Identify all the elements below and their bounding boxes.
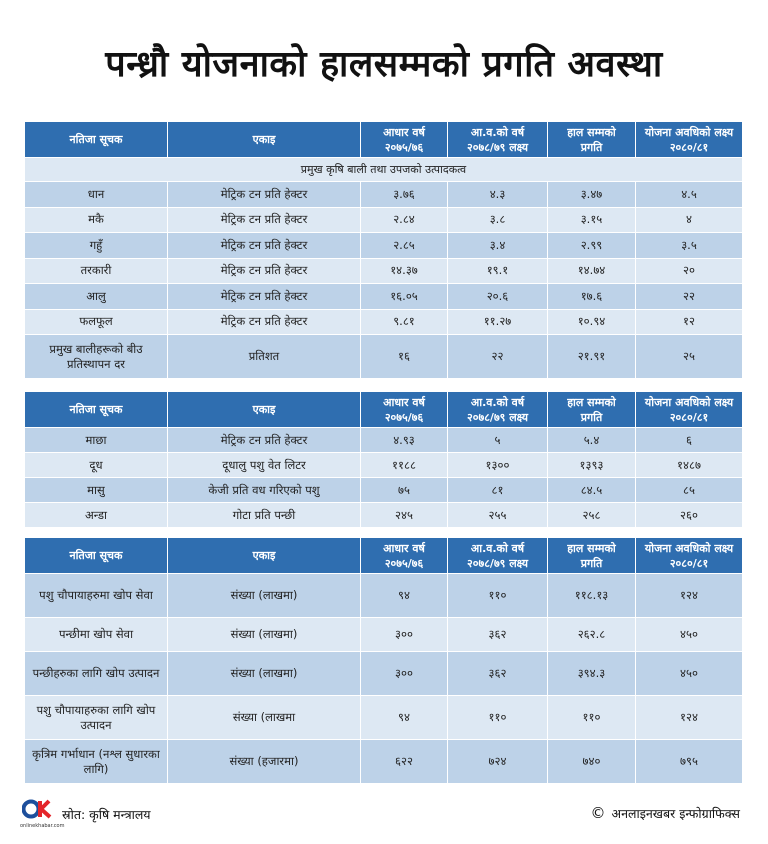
cell-base: ९४ [361, 696, 448, 740]
table-row [25, 618, 743, 652]
cell-plan-target: १२ [636, 309, 743, 335]
cell-base: ४.९३ [361, 428, 448, 453]
cell-unit: संख्या (लाखमा) [168, 618, 361, 652]
cell-indicator: मासु [25, 478, 168, 503]
header-base-year: आधार वर्ष २०७५/७६ [361, 122, 448, 158]
cell-plan-target: ४ [636, 207, 743, 233]
cell-indicator: पशु चौपायाहरुमा खोप सेवा [25, 574, 168, 618]
cell-plan-target: ७९५ [636, 740, 743, 784]
header-indicator: नतिजा सूचक [25, 122, 168, 158]
cell-base: १४.३७ [361, 258, 448, 284]
table-row [25, 696, 743, 740]
cell-fy-target: १९.१ [448, 258, 548, 284]
cell-plan-target: ४५० [636, 618, 743, 652]
table-header [25, 538, 743, 574]
cell-unit: मेट्रिक टन प्रति हेक्टर [168, 428, 361, 453]
header-fy-target: आ.व.को वर्ष २०७८/७९ लक्ष्य [448, 392, 548, 428]
table-row [25, 207, 743, 233]
header-unit: एकाइ [168, 538, 361, 574]
cell-progress: २.९९ [548, 233, 636, 259]
cell-progress: ११८.१३ [548, 574, 636, 618]
cell-base: ३०० [361, 652, 448, 696]
cell-fy-target: ३६२ [448, 618, 548, 652]
table-row [25, 503, 743, 528]
cell-progress: २५८ [548, 503, 636, 528]
header-indicator: नतिजा सूचक [25, 392, 168, 428]
cell-indicator: पन्छीमा खोप सेवा [25, 618, 168, 652]
cell-indicator: गहुँ [25, 233, 168, 259]
crop-productivity-table [24, 121, 743, 379]
cell-fy-target: ४.३ [448, 182, 548, 208]
cell-indicator: पन्छीहरुका लागि खोप उत्पादन [25, 652, 168, 696]
cell-indicator: मकै [25, 207, 168, 233]
header-indicator: नतिजा सूचक [25, 538, 168, 574]
cell-progress: ३९४.३ [548, 652, 636, 696]
cell-progress: १७.६ [548, 284, 636, 310]
cell-progress: ३.१५ [548, 207, 636, 233]
cell-plan-target: ८५ [636, 478, 743, 503]
page-title: पन्ध्रौ योजनाको हालसम्मको प्रगति अवस्था [105, 44, 663, 85]
cell-plan-target: १२४ [636, 574, 743, 618]
header-unit: एकाइ [168, 392, 361, 428]
footer-source [22, 798, 151, 830]
cell-base: ३०० [361, 618, 448, 652]
cell-fy-target: २५५ [448, 503, 548, 528]
footer-credit [591, 804, 740, 822]
cell-progress: ७४० [548, 740, 636, 784]
source-text: स्रोत: कृषि मन्त्रालय [62, 806, 151, 822]
table-row [25, 335, 743, 379]
header-plan-target: योजना अवधिको लक्ष्य २०८०/८१ [636, 122, 743, 158]
cell-fy-target: ३.८ [448, 207, 548, 233]
cell-base: २.८४ [361, 207, 448, 233]
cell-plan-target: २२ [636, 284, 743, 310]
cell-fy-target: ३६२ [448, 652, 548, 696]
header-unit: एकाइ [168, 122, 361, 158]
logo-text: onlinekhabar.com [20, 823, 65, 829]
cell-fy-target: २०.६ [448, 284, 548, 310]
cell-indicator: दूध [25, 453, 168, 478]
cell-unit: संख्या (लाखमा [168, 696, 361, 740]
table-row [25, 233, 743, 259]
header-progress: हाल सम्मको प्रगति [548, 392, 636, 428]
cell-fy-target: १३०० [448, 453, 548, 478]
cell-progress: ८४.५ [548, 478, 636, 503]
cell-indicator: प्रमुख बालीहरूको बीउ प्रतिस्थापन दर [25, 335, 168, 379]
cell-fy-target: ३.४ [448, 233, 548, 259]
cell-unit: दूधालु पशु वेत लिटर [168, 453, 361, 478]
cell-progress: १४.७४ [548, 258, 636, 284]
cell-progress: २१.९१ [548, 335, 636, 379]
cell-indicator: माछा [25, 428, 168, 453]
vaccine-services-table [24, 537, 743, 784]
header-base-year: आधार वर्ष २०७५/७६ [361, 538, 448, 574]
cell-base: १६.०५ [361, 284, 448, 310]
cell-progress: १३९३ [548, 453, 636, 478]
cell-base: २४५ [361, 503, 448, 528]
logo-ok-icon [22, 799, 52, 823]
cell-progress: २६२.८ [548, 618, 636, 652]
cell-indicator: कृत्रिम गर्भाधान (नश्ल सुधारका लागि) [25, 740, 168, 784]
cell-fy-target: ७२४ [448, 740, 548, 784]
cell-indicator: अन्डा [25, 503, 168, 528]
copyright-icon: © [590, 804, 606, 822]
cell-plan-target: २६० [636, 503, 743, 528]
cell-indicator: पशु चौपायाहरुका लागि खोप उत्पादन [25, 696, 168, 740]
livestock-production-table [24, 391, 743, 528]
cell-plan-target: २५ [636, 335, 743, 379]
header-fy-target: आ.व.को वर्ष २०७८/७९ लक्ष्य [448, 538, 548, 574]
cell-fy-target: ११.२७ [448, 309, 548, 335]
cell-base: ६२२ [361, 740, 448, 784]
table-row [25, 740, 743, 784]
cell-indicator: तरकारी [25, 258, 168, 284]
header-base-year: आधार वर्ष २०७५/७६ [361, 392, 448, 428]
cell-plan-target: ६ [636, 428, 743, 453]
cell-plan-target: ३.५ [636, 233, 743, 259]
cell-unit: मेट्रिक टन प्रति हेक्टर [168, 284, 361, 310]
cell-unit: मेट्रिक टन प्रति हेक्टर [168, 258, 361, 284]
table-row [25, 284, 743, 310]
cell-progress: ५.४ [548, 428, 636, 453]
cell-unit: संख्या (हजारमा) [168, 740, 361, 784]
cell-plan-target: ४.५ [636, 182, 743, 208]
header-fy-target: आ.व.को वर्ष २०७८/७९ लक्ष्य [448, 122, 548, 158]
cell-indicator: धान [25, 182, 168, 208]
table-row [25, 453, 743, 478]
cell-fy-target: ११० [448, 696, 548, 740]
header-plan-target: योजना अवधिको लक्ष्य २०८०/८१ [636, 392, 743, 428]
table-row [25, 652, 743, 696]
cell-base: ३.७६ [361, 182, 448, 208]
cell-fy-target: ११० [448, 574, 548, 618]
cell-unit: संख्या (लाखमा) [168, 574, 361, 618]
header-progress: हाल सम्मको प्रगति [548, 122, 636, 158]
cell-base: १६ [361, 335, 448, 379]
cell-plan-target: ४५० [636, 652, 743, 696]
table-row [25, 258, 743, 284]
cell-fy-target: २२ [448, 335, 548, 379]
table-row [25, 574, 743, 618]
cell-base: ७५ [361, 478, 448, 503]
cell-base: ९४ [361, 574, 448, 618]
cell-progress: १०.९४ [548, 309, 636, 335]
credit-text: अनलाइनखबर इन्फोग्राफिक्स [611, 805, 740, 821]
table-header [25, 122, 743, 158]
header-progress: हाल सम्मको प्रगति [548, 538, 636, 574]
cell-plan-target: १२४ [636, 696, 743, 740]
cell-fy-target: ५ [448, 428, 548, 453]
cell-indicator: आलु [25, 284, 168, 310]
cell-plan-target: १४८७ [636, 453, 743, 478]
cell-fy-target: ८१ [448, 478, 548, 503]
table-row [25, 182, 743, 208]
cell-unit: मेट्रिक टन प्रति हेक्टर [168, 207, 361, 233]
table-row [25, 428, 743, 453]
cell-unit: मेट्रिक टन प्रति हेक्टर [168, 233, 361, 259]
header-plan-target: योजना अवधिको लक्ष्य २०८०/८१ [636, 538, 743, 574]
cell-base: ९.८१ [361, 309, 448, 335]
cell-unit: प्रतिशत [168, 335, 361, 379]
table-row [25, 478, 743, 503]
cell-unit: संख्या (लाखमा) [168, 652, 361, 696]
section-title: प्रमुख कृषि बाली तथा उपजको उत्पादकत्व [25, 158, 743, 182]
cell-progress: ११० [548, 696, 636, 740]
table-row [25, 309, 743, 335]
cell-unit: मेट्रिक टन प्रति हेक्टर [168, 182, 361, 208]
onlinekhabar-logo [20, 799, 65, 829]
cell-unit: मेट्रिक टन प्रति हेक्टर [168, 309, 361, 335]
cell-unit: केजी प्रति वध गरिएको पशु [168, 478, 361, 503]
table-header [25, 392, 743, 428]
cell-base: २.८५ [361, 233, 448, 259]
cell-progress: ३.४७ [548, 182, 636, 208]
cell-unit: गोटा प्रति पन्छी [168, 503, 361, 528]
cell-indicator: फलफूल [25, 309, 168, 335]
cell-plan-target: २० [636, 258, 743, 284]
cell-base: ११८८ [361, 453, 448, 478]
